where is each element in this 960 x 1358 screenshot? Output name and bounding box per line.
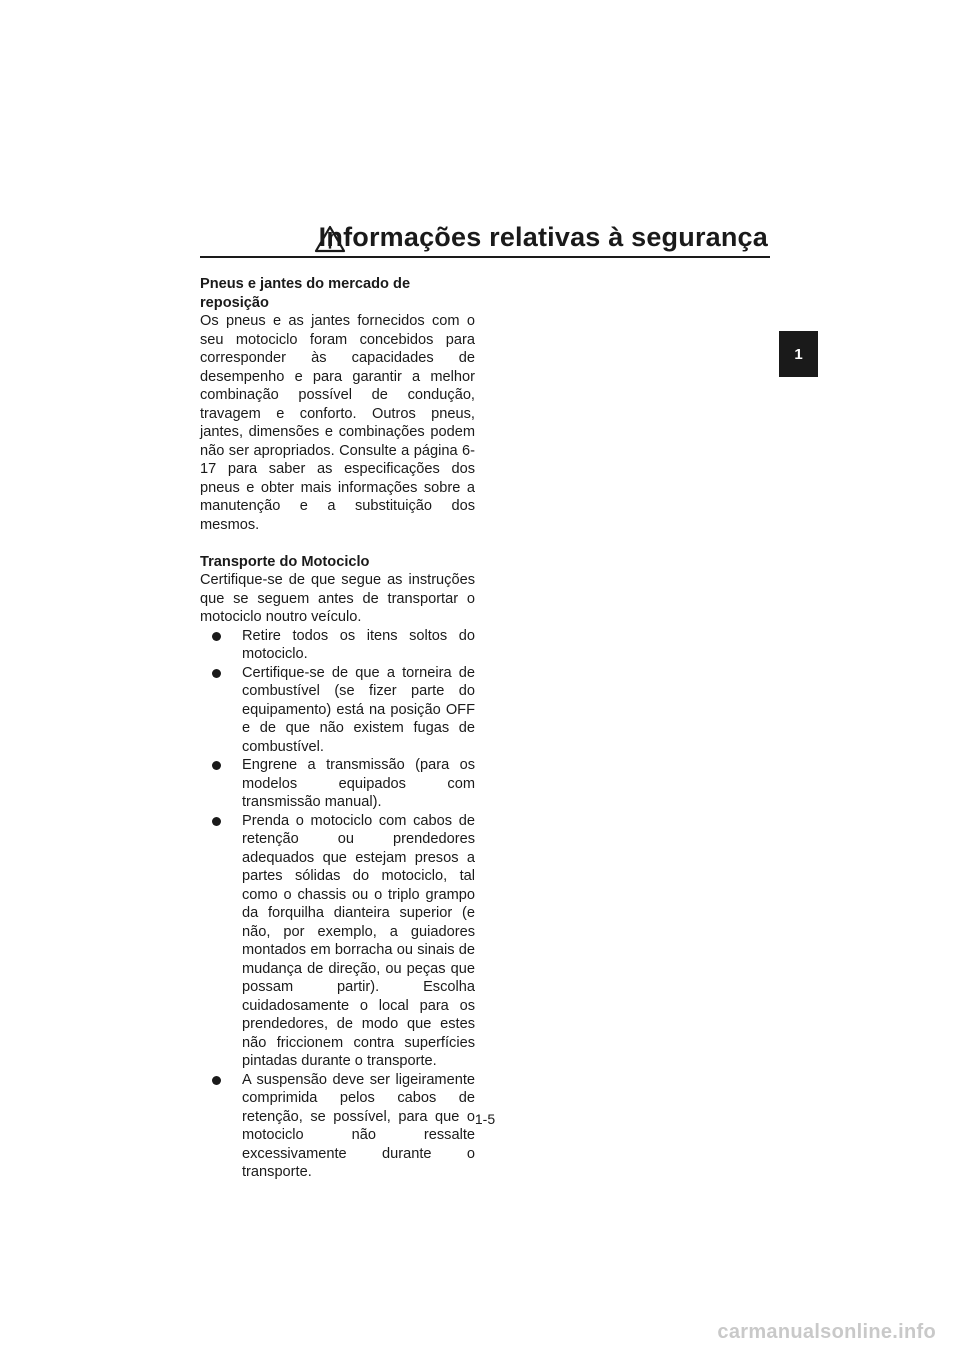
tyres-section-title: Pneus e jantes do mercado de reposição (200, 276, 411, 311)
page-number: 1-5 (474, 1111, 496, 1127)
bullet-icon (212, 669, 221, 678)
page-title: Informações relativas à segurança (318, 222, 768, 252)
tyres-section-body: Os pneus e as jantes fornecidos com o seu motociclo foram concebidos para corresponder às capacidades de desempenho e para garantir a melhor combinação possível de condução, travagem e conforto. Outros pneus, jantes, dimensões e combinações podem não ser apropriados. Consulte a página 6-17 para saber as especificações dos pneus e obter mais informações sobre a manutenção e a substituição dos mesmos. (200, 313, 475, 533)
transport-instructions-list (200, 627, 475, 1182)
list-item-text: Retire todos os itens soltos do motociclo. (242, 627, 475, 662)
content-column (200, 275, 475, 1182)
list-item-text: Prenda o motociclo com cabos de retenção ou prendedores adequados que estejam presos a partes sólidas do motociclo, tal como o chassis ou o triplo grampo da forquilha dianteira superior (e não, por exemplo, a guiadores montados em borracha ou sinais de mudança de direção, ou peças que possam partir). Escolha cuidadosamente o local para os prendedores, de modo que estes não friccionem contra superfícies pintadas durante o transporte. (242, 812, 475, 1069)
list-item-text: Certifique-se de que a torneira de combustível (se fizer parte do equipamento) está na posição OFF e de que não existem fugas de combustível. (242, 664, 475, 755)
bullet-icon (212, 632, 221, 641)
list-item (200, 812, 475, 1071)
page-header (200, 222, 770, 258)
chapter-number: 1 (794, 345, 803, 363)
list-item (200, 664, 475, 757)
watermark-link[interactable]: carmanualsonline.info (717, 1321, 936, 1343)
bullet-icon (212, 761, 221, 770)
bullet-icon (212, 817, 221, 826)
chapter-tab (779, 331, 818, 377)
list-item-text: Engrene a transmissão (para os modelos equipados com transmissão manual). (242, 757, 475, 810)
list-item (200, 756, 475, 812)
list-item (200, 627, 475, 664)
list-item-text: A suspensão deve ser ligeiramente comprimida pelos cabos de retenção, se possível, para que o motociclo não ressalte excessivamente durante o transporte. (242, 1071, 475, 1180)
transport-section-intro: Certifique-se de que segue as instruções que se seguem antes de transportar o motociclo noutro veículo. (200, 572, 475, 625)
bullet-icon (212, 1076, 221, 1085)
transport-section-title: Transporte do Motociclo (200, 553, 370, 570)
